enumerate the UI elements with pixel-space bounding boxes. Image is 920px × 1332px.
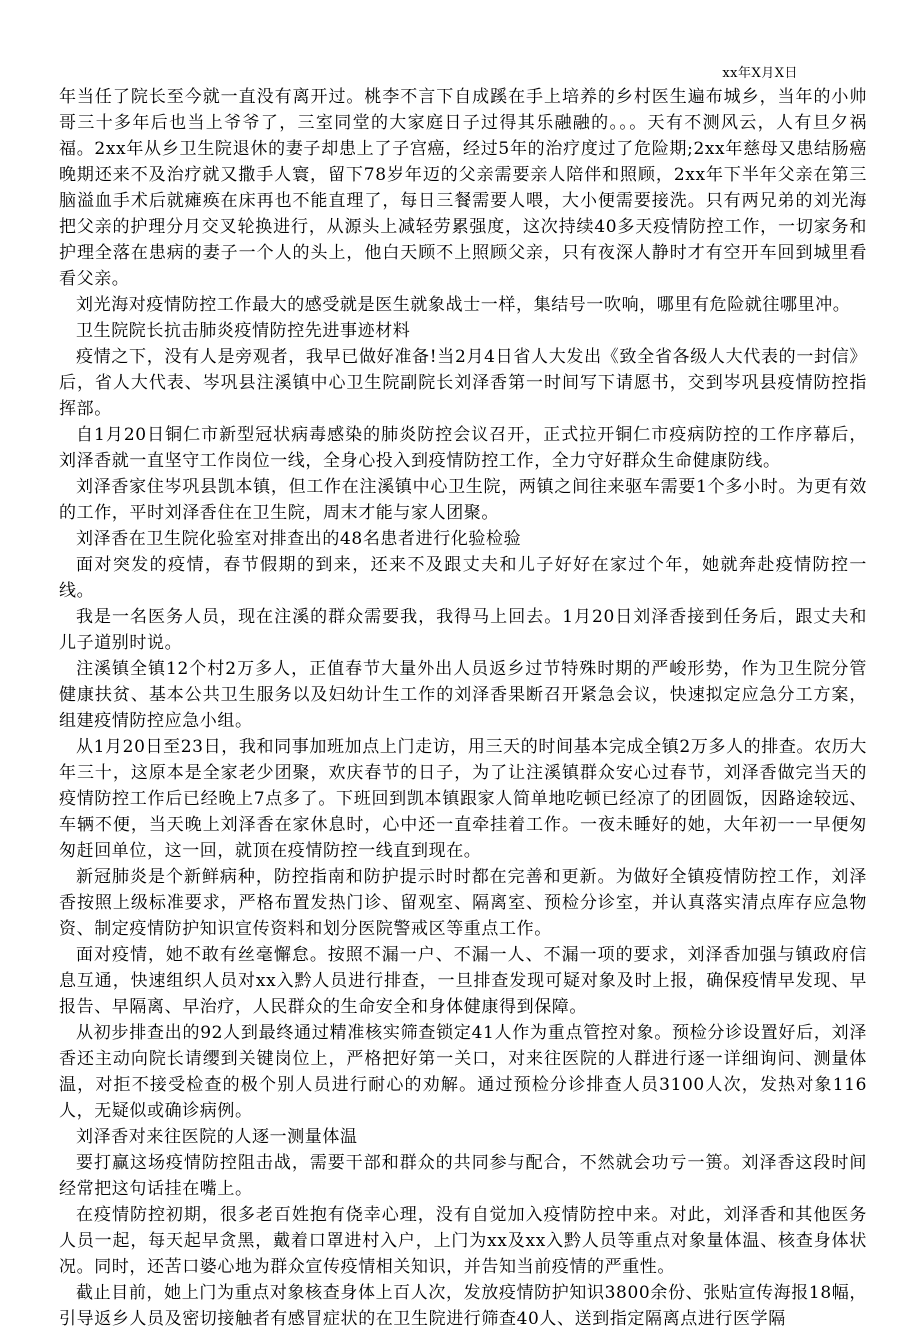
date-header: xx年X月X日 [722,66,798,81]
paragraph: 从初步排查出的92人到最终通过精准核实筛查锁定41人作为重点管控对象。预检分诊设置好后，刘泽香还主动向院长请缨到关键岗位上，严格把好第一关口，对来往医院的人群进行逐一详细询问、测量体温，对拒不接受检查的极个别人员进行耐心的劝解。通过预检分诊排查人员3100人次，发热对象116人，无疑似或确诊病例。 [59,1023,867,1121]
photo-caption: 刘泽香在卫生院化验室对排查出的48名患者进行化验检验 [76,529,522,549]
paragraph: 刘光海对疫情防控工作最大的感受就是医生就象战士一样，集结号一吹响，哪里有危险就往哪里冲。 [76,295,851,315]
paragraph: 从1月20日至23日，我和同事加班加点上门走访，用三天的时间基本完成全镇2万多人的排查。农历大年三十，这原本是全家老少团聚，欢庆春节的日子，为了让注溪镇群众安心过春节，刘泽香做完当天的疫情防控工作后已经晚上7点多了。下班回到凯本镇跟家人简单地吃顿已经凉了的团圆饭，因路途较远、车辆不便，当天晚上刘泽香在家休息时，心中还一直牵挂着工作。一夜未睡好的她，大年初一一早便匆匆赶回单位，这一回，就顶在疫情防控一线直到现在。 [59,737,867,861]
paragraph: 截止目前，她上门为重点对象核查身体上百人次，发放疫情防护知识3800余份、张贴宣传海报18幅，引导返乡人员及密切接触者有感冒症状的在卫生院进行筛查40人、送到指定隔离点进行医学隔 [59,1283,867,1329]
paragraph: 年当任了院长至今就一直没有离开过。桃李不言下自成蹊在手上培养的乡村医生遍布城乡，当年的小帅哥三十多年后也当上爷爷了，三室同堂的大家庭日子过得其乐融融的。。。天有不测风云，人有旦夕祸福。2xx年从乡卫生院退休的妻子却患上了子宫癌，经过5年的治疗度过了危险期;2xx年慈母又患结肠癌晚期还来不及治疗就又撒手人寰，留下78岁年迈的父亲需要亲人陪伴和照顾，2xx年下半年父亲在第三脑溢血手术后就瘫痪在床再也不能直理了，每日三餐需要人喂，大小便需要接洗。只有两兄弟的刘光海把父亲的护理分月交叉轮换进行，从源头上减轻劳累强度，这次持续40多天疫情防控工作，一切家务和护理全落在患病的妻子一个人的头上，他白天顾不上照顾父亲，只有夜深人静时才有空开车回到城里看看父亲。 [59,87,867,289]
paragraph: 我是一名医务人员，现在注溪的群众需要我，我得马上回去。1月20日刘泽香接到任务后，跟丈夫和儿子道别时说。 [59,607,867,653]
document-body [59,84,867,1332]
paragraph: 新冠肺炎是个新鲜病种，防控指南和防护提示时时都在完善和更新。为做好全镇疫情防控工作，刘泽香按照上级标准要求，严格布置发热门诊、留观室、隔离室、预检分诊室，并认真落实清点库存应急物资、制定疫情防护知识宣传资料和划分医院警戒区等重点工作。 [59,867,867,939]
paragraph: 面对疫情，她不敢有丝毫懈怠。按照不漏一户、不漏一人、不漏一项的要求，刘泽香加强与镇政府信息互通，快速组织人员对xx入黔人员进行排查，一旦排查发现可疑对象及时上报，确保疫情早发现、早报告、早隔离、早治疗，人民群众的生命安全和身体健康得到保障。 [59,945,867,1017]
section-heading: 卫生院院长抗击肺炎疫情防控先进事迹材料 [76,321,411,341]
paragraph: 在疫情防控初期，很多老百姓抱有侥幸心理，没有自觉加入疫情防控中来。对此，刘泽香和其他医务人员一起，每天起早贪黑，戴着口罩进村入户，上门为xx及xx入黔人员等重点对象量体温、核查身体状况。同时，还苦口婆心地为群众宣传疫情相关知识，并告知当前疫情的严重性。 [59,1205,867,1277]
paragraph: 自1月20日铜仁市新型冠状病毒感染的肺炎防控会议召开，正式拉开铜仁市疫病防控的工作序幕后，刘泽香就一直坚守工作岗位一线，全身心投入到疫情防控工作，全力守好群众生命健康防线。 [59,425,867,471]
paragraph: 刘泽香家住岑巩县凯本镇，但工作在注溪镇中心卫生院，两镇之间往来驱车需要1个多小时。为更有效的工作，平时刘泽香住在卫生院，周末才能与家人团聚。 [59,477,867,523]
photo-caption: 刘泽香对来往医院的人逐一测量体温 [76,1127,358,1147]
paragraph: 疫情之下，没有人是旁观者，我早已做好准备!当2月4日省人大发出《致全省各级人大代表的一封信》后，省人大代表、岑巩县注溪镇中心卫生院副院长刘泽香第一时间写下请愿书，交到岑巩县疫情防控指挥部。 [59,347,867,419]
paragraph: 注溪镇全镇12个村2万多人，正值春节大量外出人员返乡过节特殊时期的严峻形势，作为卫生院分管健康扶贫、基本公共卫生服务以及妇幼计生工作的刘泽香果断召开紧急会议，快速拟定应急分工方案，组建疫情防控应急小组。 [59,659,867,731]
paragraph: 面对突发的疫情，春节假期的到来，还来不及跟丈夫和儿子好好在家过个年，她就奔赴疫情防控一线。 [59,555,867,601]
paragraph: 要打赢这场疫情防控阻击战，需要干部和群众的共同参与配合，不然就会功亏一篑。刘泽香这段时间经常把这句话挂在嘴上。 [59,1153,867,1199]
